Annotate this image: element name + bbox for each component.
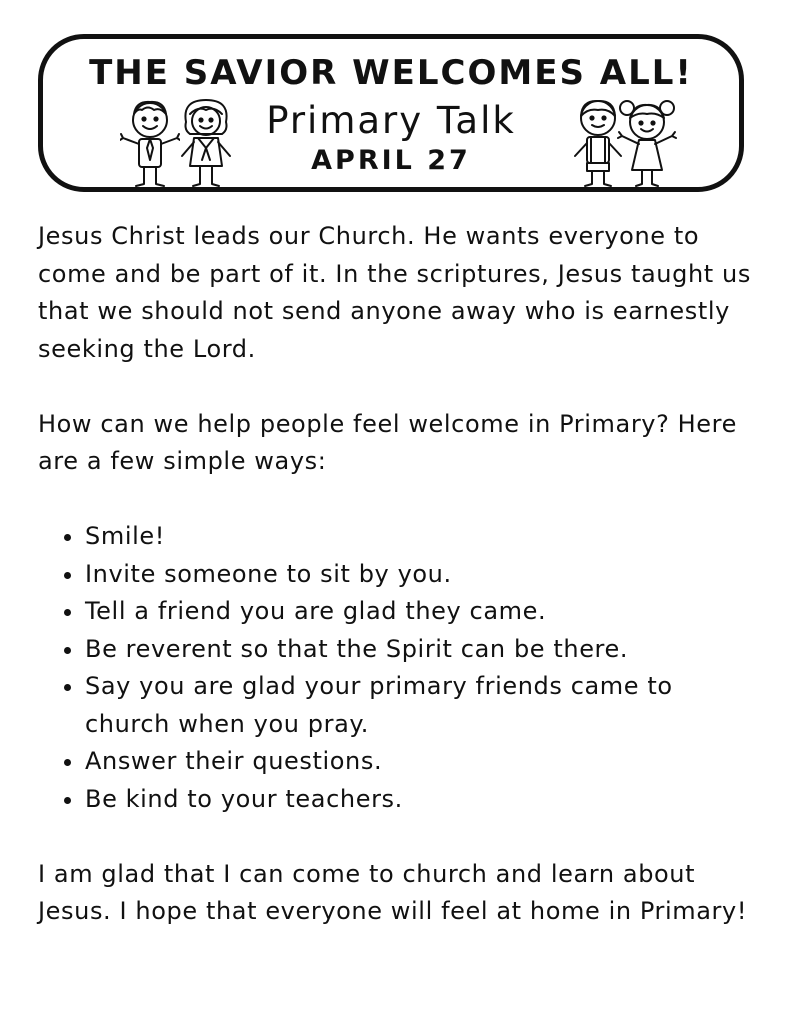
welcome-ways-list bbox=[38, 518, 763, 818]
talk-body bbox=[38, 218, 763, 968]
girl-with-scarf-icon bbox=[176, 96, 236, 190]
list-item: • Be kind to your teachers. bbox=[85, 781, 763, 819]
list-item: • Say you are glad your primary friends came to church when you pray. bbox=[85, 668, 763, 743]
list-item: • Answer their questions. bbox=[85, 743, 763, 781]
list-item: • Smile! bbox=[85, 518, 763, 556]
question-paragraph: How can we help people feel welcome in Primary? Here are a few simple ways: bbox=[38, 409, 737, 475]
talk-title: THE SAVIOR WELCOMES ALL! bbox=[89, 53, 693, 93]
closing-paragraph: I am glad that I can come to church and learn about Jesus. I hope that everyone will feel at home in Primary! bbox=[38, 859, 748, 925]
list-item: • Be reverent so that the Spirit can be there. bbox=[85, 631, 763, 669]
list-item: • Tell a friend you are glad they came. bbox=[85, 593, 763, 631]
list-item: • Invite someone to sit by you. bbox=[85, 556, 763, 594]
talk-subtitle: Primary Talk bbox=[266, 99, 516, 142]
intro-paragraph: Jesus Christ leads our Church. He wants everyone to come and be part of it. In the scriptures, Jesus taught us that we should not send anyone away who is earnestly seeking the Lord. bbox=[38, 222, 751, 363]
boy-with-tie-icon bbox=[120, 98, 180, 190]
talk-date: APRIL 27 bbox=[311, 145, 471, 176]
girl-with-pigtails-icon bbox=[614, 96, 680, 190]
